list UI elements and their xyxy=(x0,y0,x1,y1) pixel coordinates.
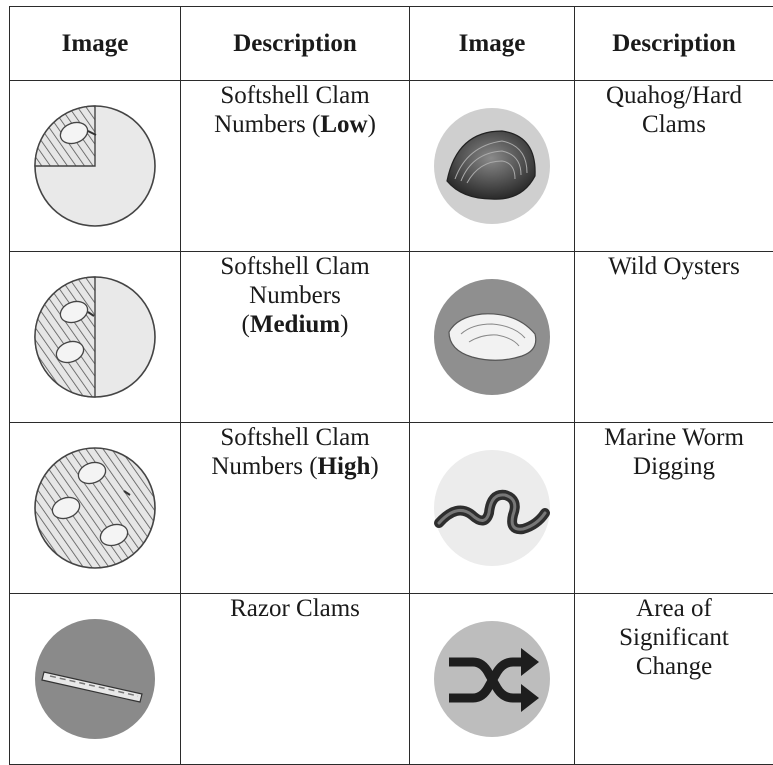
description-cell: Softshell Clam Numbers (High) xyxy=(181,423,410,594)
description-cell xyxy=(575,252,773,423)
description-cell xyxy=(575,423,773,594)
image-cell xyxy=(410,81,575,252)
description-line: Clams xyxy=(575,110,773,139)
description-line: Change xyxy=(575,652,773,681)
table-row xyxy=(10,252,773,423)
razor-clam-icon xyxy=(30,614,160,744)
level-label: Low xyxy=(320,111,367,138)
description-cell: Softshell Clam Numbers (Medium) xyxy=(181,252,410,423)
description-line: Numbers ( xyxy=(214,111,320,138)
description-line: Digging xyxy=(575,452,773,481)
table-row xyxy=(10,81,773,252)
header-description-1: Description xyxy=(181,7,410,81)
description-line: Softshell Clam xyxy=(181,423,409,452)
description-line: Quahog/Hard xyxy=(575,81,773,110)
shuffle-arrows-icon xyxy=(427,614,557,744)
image-cell xyxy=(410,423,575,594)
header-description-2: Description xyxy=(575,7,773,81)
wild-oyster-icon xyxy=(427,272,557,402)
marine-worm-icon xyxy=(427,443,557,573)
image-cell xyxy=(10,423,181,594)
description-cell xyxy=(575,81,773,252)
description-line: Area of xyxy=(575,594,773,623)
image-cell xyxy=(410,252,575,423)
description-line: Razor Clams xyxy=(181,594,409,623)
softshell-clam-low-icon xyxy=(30,101,160,231)
image-cell xyxy=(10,81,181,252)
softshell-clam-high-icon xyxy=(30,443,160,573)
description-line: Wild Oysters xyxy=(575,252,773,281)
level-label: Medium xyxy=(250,311,340,338)
image-cell xyxy=(10,252,181,423)
description-line: Softshell Clam xyxy=(181,252,409,281)
description-line: Numbers xyxy=(181,281,409,310)
table-header-row xyxy=(10,7,773,81)
header-image-1: Image xyxy=(10,7,181,81)
table-row xyxy=(10,423,773,594)
description-line: Numbers ( xyxy=(211,453,317,480)
header-image-2: Image xyxy=(410,7,575,81)
legend-table xyxy=(9,6,773,765)
description-line: Softshell Clam xyxy=(181,81,409,110)
description-cell: Softshell Clam Numbers (Low) xyxy=(181,81,410,252)
description-line: Marine Worm xyxy=(575,423,773,452)
level-label: High xyxy=(318,453,371,480)
softshell-clam-medium-icon xyxy=(30,272,160,402)
quahog-hard-clam-icon xyxy=(427,101,557,231)
description-line: Significant xyxy=(575,623,773,652)
